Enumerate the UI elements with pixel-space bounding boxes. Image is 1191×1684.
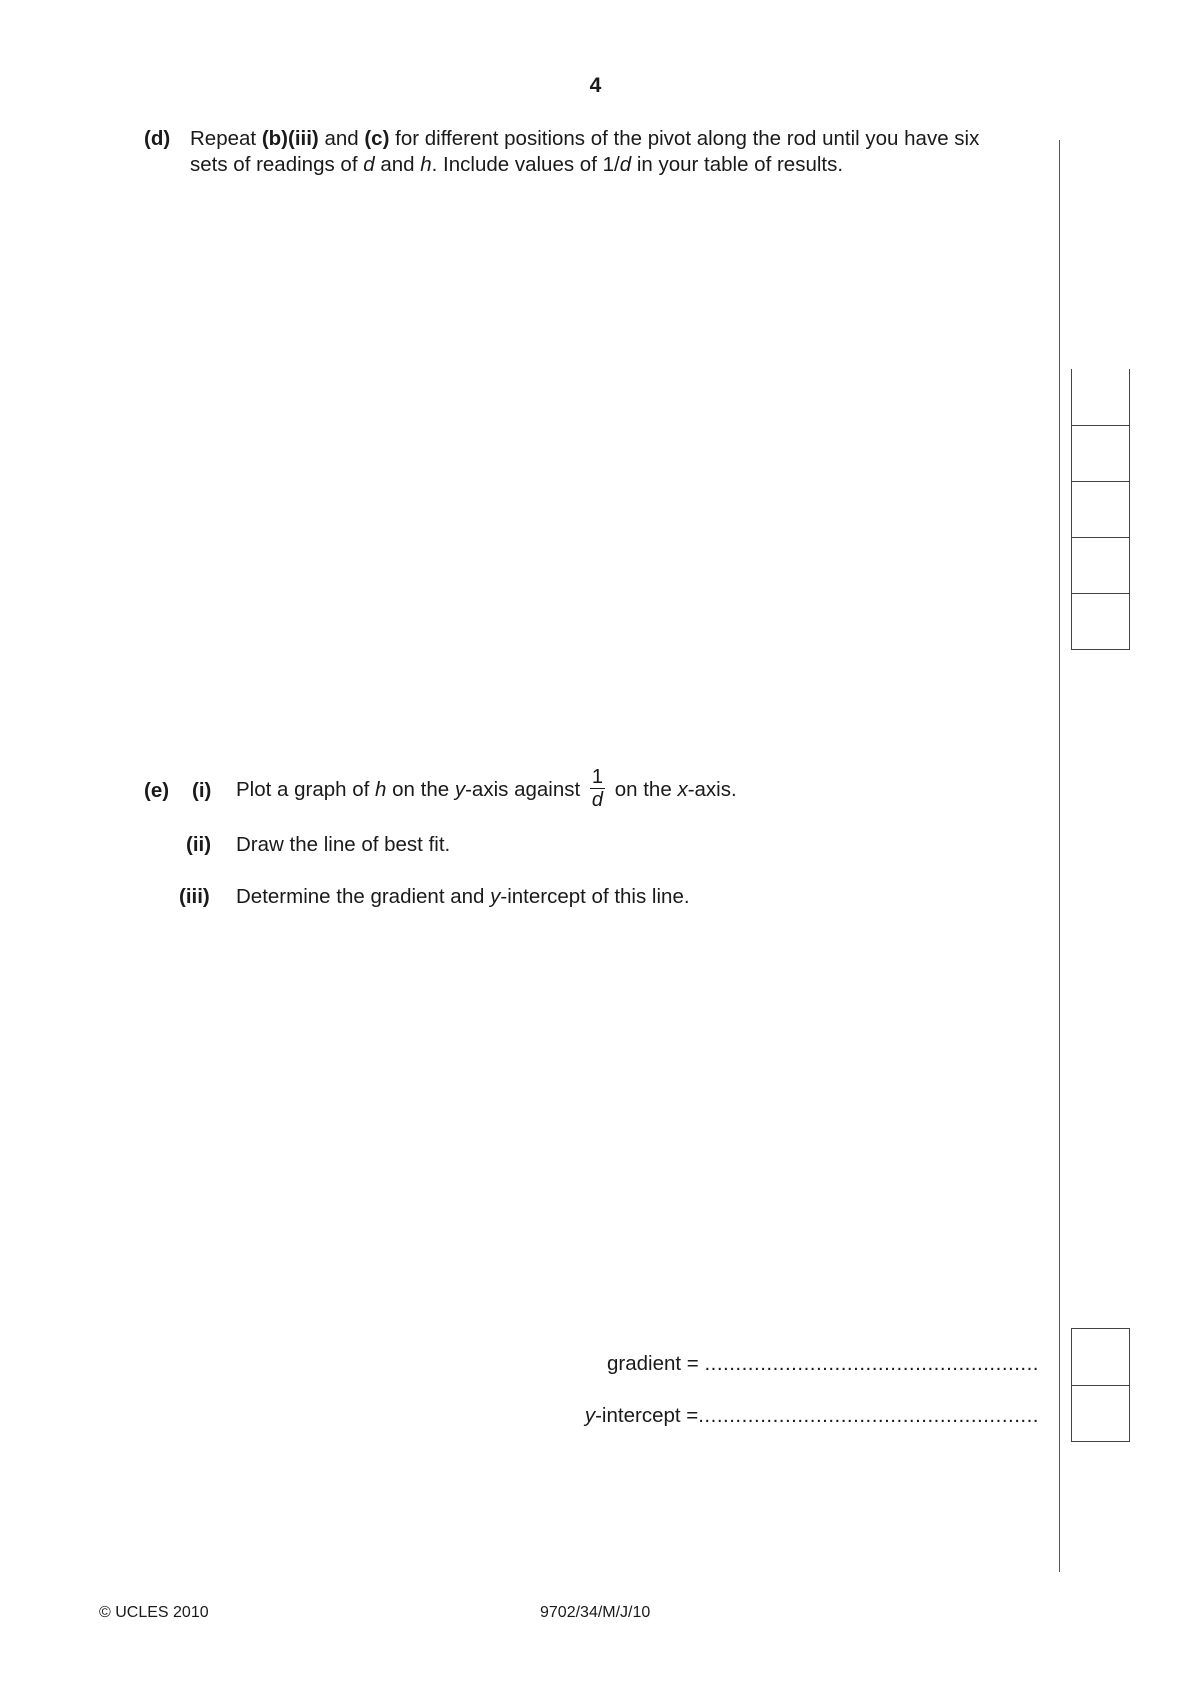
part-e-i-text-e: -axis. [687, 778, 737, 801]
part-e-i-label: (i) [192, 779, 212, 802]
part-d-var-h: h [420, 153, 432, 176]
part-d-label: (d) [144, 127, 171, 150]
part-e-i-text-d: on the [614, 778, 672, 801]
part-d-repeat: Repeat [190, 127, 257, 150]
part-d-line2-a: sets of readings of [190, 153, 358, 176]
one-over-d-fraction [590, 766, 605, 811]
gradient-answer-line [607, 1352, 1039, 1376]
part-e-iii-text-b: -intercept of this line. [500, 885, 690, 908]
part-d-and: and [324, 127, 359, 150]
examiner-margin-line [1059, 140, 1060, 1572]
gradient-answer-field[interactable]: ...................................................... [704, 1352, 1039, 1375]
part-e-i-text-c: -axis against [465, 778, 581, 801]
part-e-i-text-b: on the [392, 778, 450, 801]
mark-box [1072, 425, 1129, 481]
part-e-i-var-y: y [454, 778, 466, 801]
part-e-i-var-x: x [677, 778, 688, 801]
part-e-iii-var-y: y [490, 885, 501, 908]
part-e-ii-text: Draw the line of best fit. [236, 833, 451, 856]
part-e-i-text [236, 766, 737, 814]
intercept-label: -intercept = [595, 1404, 699, 1427]
part-d-line2-c: in your table of results. [636, 153, 844, 176]
mark-boxes-part-e [1071, 1328, 1130, 1442]
part-e-iii-label: (iii) [179, 885, 210, 908]
mark-box [1072, 1329, 1129, 1385]
page-number: 4 [589, 74, 602, 97]
part-d-var-d2: d [619, 153, 632, 176]
part-d-line1-rest: for different positions of the pivot along the rod until you have six [395, 127, 980, 150]
mark-box [1072, 1385, 1129, 1441]
intercept-answer-field[interactable]: ....................................................... [698, 1404, 1039, 1427]
mark-box [1072, 369, 1129, 425]
part-d-var-d: d [363, 153, 375, 176]
part-d-line-1 [190, 126, 979, 152]
intercept-var-y: y [584, 1404, 596, 1427]
part-e-ii-label: (ii) [186, 833, 212, 856]
paper-code: 9702/34/M/J/10 [540, 1604, 651, 1621]
fraction-denominator: d [591, 789, 604, 812]
part-d-ref-c: (c) [364, 127, 390, 150]
part-e-i-text-a: Plot a graph of [236, 778, 370, 801]
copyright-notice: © UCLES 2010 [99, 1604, 209, 1621]
part-d-line2-b: . Include values of 1/ [431, 153, 620, 176]
intercept-answer-line [585, 1404, 1039, 1428]
part-d-line-2 [190, 152, 843, 178]
mark-box [1072, 481, 1129, 537]
mark-boxes-part-d [1071, 369, 1130, 650]
mark-box [1072, 593, 1129, 649]
part-e-label: (e) [144, 779, 170, 802]
mark-box [1072, 537, 1129, 593]
part-e-iii-text [236, 884, 690, 910]
fraction-numerator: 1 [591, 766, 604, 789]
part-d-ref-b: (b)(iii) [261, 127, 319, 150]
part-d-line2-and: and [380, 153, 415, 176]
part-e-iii-text-a: Determine the gradient and [236, 885, 485, 908]
part-e-i-var-h: h [375, 778, 387, 801]
gradient-label: gradient = [606, 1352, 699, 1375]
